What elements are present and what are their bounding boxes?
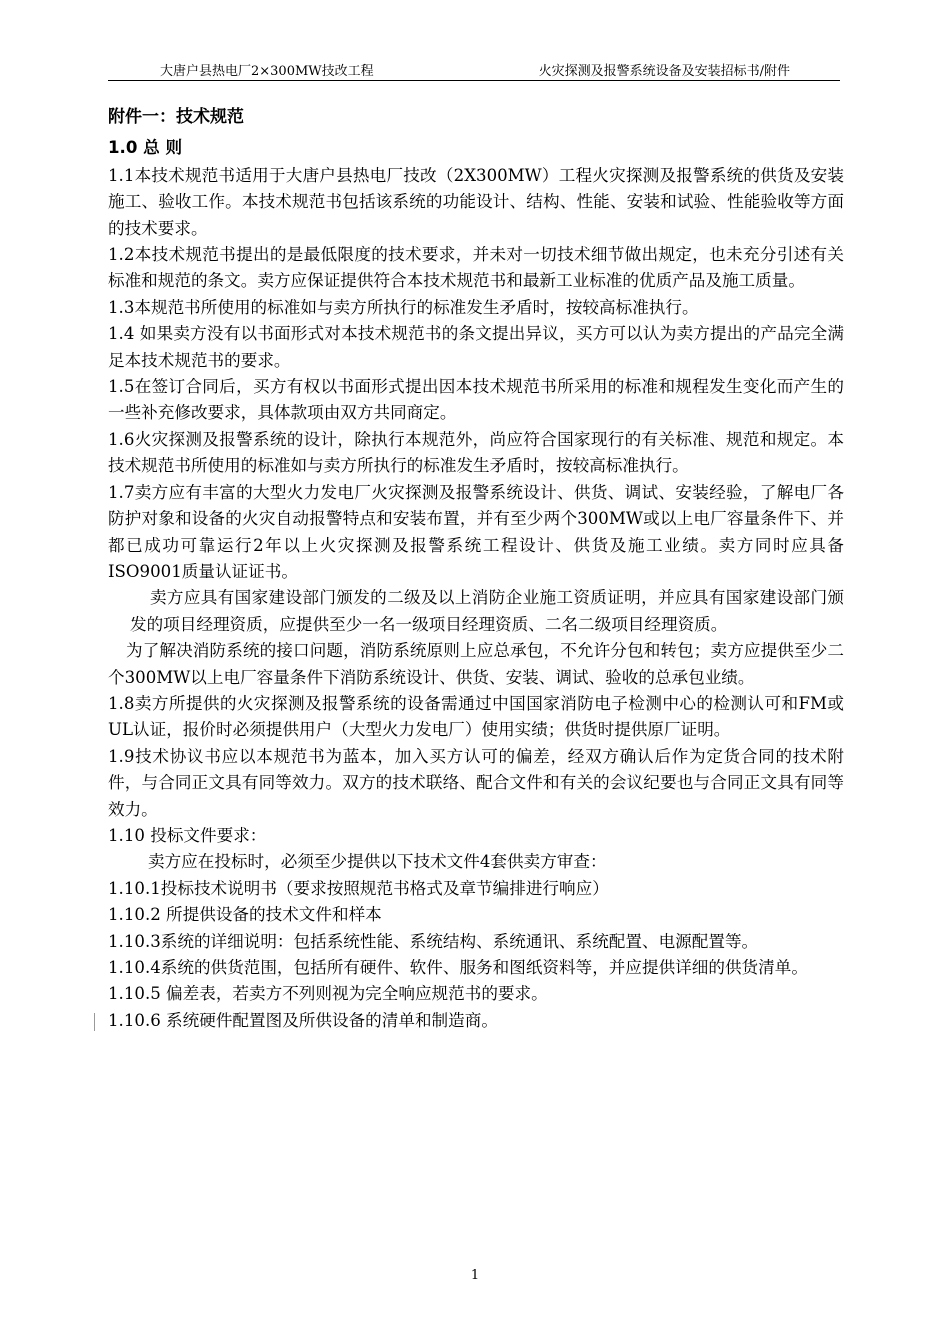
paragraph-1-10-6 [108,1008,844,1034]
paragraph-1-10-4: 1.10.4系统的供货范围，包括所有硬件、软件、服务和图纸资料等，并应提供详细的供货清单。 [108,958,808,977]
document-body [108,104,844,1034]
paragraph-bid-docs-intro: 卖方应在投标时，必须至少提供以下技术文件4套供卖方审查： [148,852,607,872]
paragraph-1-10-1: 1.10.1投标技术说明书（要求按照规范书格式及章节编排进行响应） [108,878,609,898]
paragraph-1-4: 1.4 如果卖方没有以书面形式对本技术规范书的条文提出异议，买方可以认为卖方提出的产品完全满足本技术规范书的要求。 [108,324,844,370]
change-bar [94,1013,95,1031]
paragraph-1-1: 1.1本技术规范书适用于大唐户县热电厂技改（2X300MW）工程火灾探测及报警系统的供货及安装施工、验收工作。本技术规范书包括该系统的功能设计、结构、性能、安装和试验、性能验收等方面的技术要求。 [108,165,844,238]
header-project-title: 大唐户县热电厂2×300MW技改工程 [160,64,374,79]
paragraph-1-5: 1.5在签订合同后，买方有权以书面形式提出因本技术规范书所采用的标准和规程发生变化而产生的一些补充修改要求，具体款项由双方共同商定。 [108,377,844,423]
paragraph-contracting: 为了解决消防系统的接口问题，消防系统原则上应总承包，不允许分包和转包；卖方应提供至少二个300MW以上电厂容量条件下消防系统设计、供货、安装、调试、验收的总承包业绩。 [108,641,844,687]
paragraph-1-10: 1.10 投标文件要求： [108,825,267,845]
paragraph-qualification: 卖方应具有国家建设部门颁发的二级及以上消防企业施工资质证明，并应具有国家建设部门颁发的项目经理资质，应提供至少一名一级项目经理资质、二名二级项目经理资质。 [130,588,844,634]
paragraph-1-9: 1.9技术协议书应以本规范书为蓝本，加入买方认可的偏差，经双方确认后作为定货合同的技术附件，与合同正文具有同等效力。双方的技术联络、配合文件和有关的会议纪要也与合同正文具有同等效力。 [108,746,844,819]
paragraph-1-10-2: 1.10.2 所提供设备的技术文件和样本 [108,905,382,925]
page-number: 1 [470,1268,480,1283]
page-header [108,58,840,81]
paragraph-1-8: 1.8卖方所提供的火灾探测及报警系统的设备需通过中国国家消防电子检测中心的检测认可和FM或UL认证，报价时必须提供用户（大型火力发电厂）使用实绩；供货时提供原厂证明。 [108,693,844,740]
paragraph-1-3: 1.3本规范书所使用的标准如与卖方所执行的标准发生矛盾时，按较高标准执行。 [108,297,699,317]
paragraph-1-10-3: 1.10.3系统的详细说明：包括系统性能、系统结构、系统通讯、系统配置、电源配置等。 [108,931,759,951]
attachment-title: 附件一：技术规范 [108,107,244,127]
paragraph-1-10-5: 1.10.5 偏差表，若卖方不列则视为完全响应规范书的要求。 [108,984,548,1004]
header-document-title: 火灾探测及报警系统设备及安装招标书/附件 [538,64,790,79]
paragraph-1-6: 1.6火灾探测及报警系统的设计，除执行本规范外，尚应符合国家现行的有关标准、规范和规定。本技术规范书所使用的标准如与卖方所执行的标准发生矛盾时，按较高标准执行。 [108,429,844,476]
paragraph-1-10-6-text: 1.10.6 系统硬件配置图及所供设备的清单和制造商。 [108,1010,498,1030]
paragraph-1-7: 1.7卖方应有丰富的大型火力发电厂火灾探测及报警系统设计、供货、调试、安装经验，了解电厂各防护对象和设备的火灾自动报警特点和安装布置，并有至少两个300MW或以上电厂容量条件下、并都已成功可靠运行2年以上火灾探测及报警系统工程设计、供货及施工业绩。卖方同时应具备ISO9001质量认证证书。 [108,482,844,581]
section-heading: 1.0 总 则 [108,138,183,158]
paragraph-1-2: 1.2本技术规范书提出的是最低限度的技术要求，并未对一切技术细节做出规定，也未充分引述有关标准和规范的条文。卖方应保证提供符合本技术规范书和最新工业标准的优质产品及施工质量。 [108,245,844,291]
